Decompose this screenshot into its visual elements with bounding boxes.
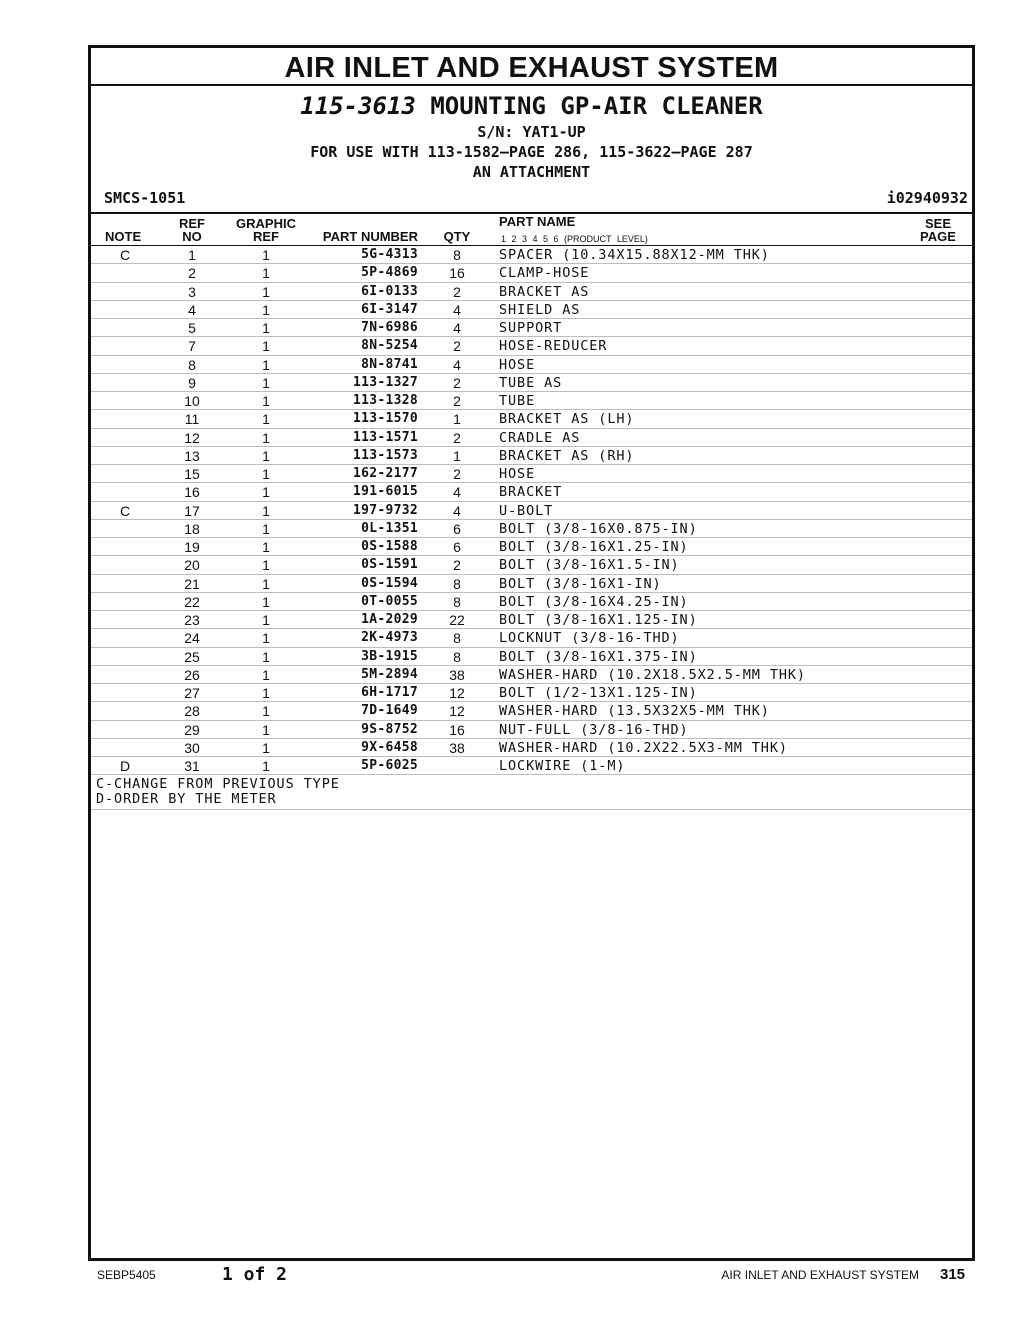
- row-part-number: 8N-8741: [361, 356, 418, 372]
- row-graphic-ref: 1: [262, 739, 270, 756]
- row-note: D: [119, 758, 131, 774]
- row-graphic-ref: 1: [262, 721, 270, 738]
- row-part-name: U-BOLT: [499, 502, 554, 519]
- row-part-name: TUBE: [499, 393, 536, 409]
- row-graphic-ref: 1: [262, 666, 270, 683]
- row-part-name: SPACER (10.34X15.88X12-MM THK): [499, 247, 770, 263]
- table-row: [91, 374, 972, 392]
- serial-range: S/N: YAT1-UP: [477, 123, 586, 141]
- row-qty: 12: [449, 685, 465, 701]
- row-part-name: WASHER-HARD (13.5X32X5-MM THK): [499, 703, 770, 720]
- row-qty: 4: [453, 484, 461, 501]
- row-part-number: 0S-1588: [361, 539, 418, 554]
- footer-page-of: 1 of 2: [222, 1264, 288, 1285]
- attachment-label: AN ATTACHMENT: [472, 163, 591, 181]
- table-row: [91, 429, 972, 447]
- row-ref-no: 20: [184, 557, 200, 574]
- row-part-number: 9S-8752: [361, 721, 418, 737]
- notes-block: [96, 777, 966, 807]
- row-ref-no: 13: [184, 447, 200, 464]
- row-graphic-ref: 1: [262, 338, 270, 355]
- row-part-number: 113-1570: [352, 411, 418, 427]
- row-graphic-ref: 1: [262, 648, 270, 665]
- col-header-graphic-ref: [231, 217, 301, 243]
- row-part-number: 5M-2894: [361, 666, 418, 682]
- table-row: [91, 337, 972, 355]
- for-use-with: FOR USE WITH 113-1582—PAGE 286, 115-3622—PAGE 287: [310, 143, 753, 161]
- row-graphic-ref: 1: [262, 758, 270, 774]
- table-row: [91, 538, 972, 556]
- row-qty: 6: [453, 520, 461, 537]
- col-header-ref-no-bottom: NO: [182, 229, 202, 244]
- table-row: [91, 575, 972, 593]
- col-header-qty: QTY: [443, 229, 471, 244]
- row-ref-no: 2: [188, 265, 196, 282]
- row-qty: 2: [453, 557, 461, 574]
- table-row: [91, 684, 972, 702]
- row-graphic-ref: 1: [262, 301, 270, 318]
- row-ref-no: 4: [188, 301, 196, 318]
- row-ref-no: 15: [184, 466, 200, 482]
- row-part-name: CLAMP-HOSE: [499, 265, 590, 282]
- row-graphic-ref: 1: [262, 265, 270, 282]
- row-qty: 4: [453, 301, 461, 318]
- row-graphic-ref: 1: [262, 557, 270, 574]
- row-ref-no: 9: [188, 374, 196, 391]
- row-graphic-ref: 1: [262, 447, 270, 464]
- row-part-number: 3B-1915: [361, 648, 418, 664]
- product-level-legend: 1 2 3 4 5 6 (PRODUCT LEVEL): [501, 234, 648, 244]
- row-part-number: 113-1573: [352, 447, 418, 463]
- row-qty: 8: [453, 247, 461, 263]
- row-ref-no: 16: [184, 484, 200, 501]
- row-part-number: 9X-6458: [361, 739, 418, 755]
- row-qty: 6: [453, 539, 461, 555]
- row-part-name: BOLT (3/8-16X4.25-IN): [499, 593, 689, 610]
- row-ref-no: 18: [184, 520, 200, 537]
- row-part-name: BRACKET AS: [499, 283, 590, 300]
- col-header-ref-no-top: REF: [179, 216, 205, 231]
- note-line: D-ORDER BY THE METER: [96, 791, 277, 808]
- row-qty: 4: [453, 320, 461, 336]
- row-ref-no: 22: [184, 593, 200, 610]
- table-row: [91, 757, 972, 775]
- row-graphic-ref: 1: [262, 283, 270, 300]
- row-part-name: HOSE: [499, 356, 536, 373]
- row-ref-no: 29: [184, 721, 200, 738]
- row-part-number: 162-2177: [352, 466, 418, 481]
- row-ref-no: 10: [184, 393, 200, 409]
- table-row: [91, 301, 972, 319]
- row-part-number: 6I-0133: [361, 283, 418, 299]
- row-graphic-ref: 1: [262, 356, 270, 373]
- table-row: [91, 593, 972, 611]
- table-row: [91, 447, 972, 465]
- row-part-number: 113-1571: [352, 429, 418, 445]
- footer-page-number: 315: [940, 1266, 966, 1283]
- row-part-number: 113-1328: [352, 393, 418, 408]
- row-part-name: BOLT (3/8-16X0.875-IN): [499, 520, 698, 537]
- row-ref-no: 5: [188, 320, 196, 336]
- row-note: C: [119, 247, 131, 263]
- table-row: [91, 246, 972, 264]
- row-part-number: 197-9732: [352, 502, 418, 518]
- row-ref-no: 23: [184, 612, 200, 628]
- row-qty: 1: [453, 447, 461, 464]
- row-ref-no: 19: [184, 539, 200, 555]
- table-row: [91, 283, 972, 301]
- row-graphic-ref: 1: [262, 630, 270, 647]
- row-graphic-ref: 1: [262, 484, 270, 501]
- table-row: [91, 483, 972, 501]
- row-part-number: 113-1327: [352, 374, 418, 390]
- col-header-graphic-top: GRAPHIC: [236, 216, 296, 231]
- group-number: 115-3613: [300, 92, 416, 120]
- row-ref-no: 1: [188, 247, 196, 263]
- table-row: [91, 648, 972, 666]
- row-ref-no: 3: [188, 283, 196, 300]
- row-qty: 22: [449, 612, 465, 628]
- col-header-see-top: SEE: [924, 216, 951, 231]
- note-line: C-CHANGE FROM PREVIOUS TYPE: [96, 776, 340, 793]
- row-graphic-ref: 1: [262, 612, 270, 628]
- row-qty: 38: [449, 666, 465, 683]
- row-part-name: SHIELD AS: [499, 301, 581, 318]
- group-heading: [91, 92, 972, 120]
- row-ref-no: 27: [184, 685, 200, 701]
- table-row: [91, 721, 972, 739]
- row-qty: 2: [453, 466, 461, 482]
- row-graphic-ref: 1: [262, 247, 270, 263]
- row-ref-no: 26: [184, 666, 200, 683]
- row-qty: 2: [453, 429, 461, 446]
- row-part-number: 191-6015: [352, 484, 418, 500]
- row-part-number: 0S-1591: [361, 557, 418, 573]
- table-row: [91, 666, 972, 684]
- row-ref-no: 24: [184, 630, 200, 647]
- row-part-name: HOSE: [499, 466, 536, 482]
- row-part-number: 8N-5254: [361, 338, 418, 354]
- row-part-number: 7D-1649: [361, 703, 418, 719]
- row-part-name: BRACKET AS (RH): [499, 447, 635, 464]
- row-qty: 2: [453, 338, 461, 355]
- table-row: [91, 356, 972, 374]
- illustration-id: i02940932: [886, 189, 968, 207]
- table-row: [91, 739, 972, 757]
- row-qty: 8: [453, 630, 461, 647]
- col-header-note: NOTE: [105, 229, 142, 244]
- row-graphic-ref: 1: [262, 320, 270, 336]
- row-part-name: LOCKWIRE (1-M): [499, 758, 626, 774]
- group-name: MOUNTING GP-AIR CLEANER: [430, 92, 763, 120]
- table-row: [91, 502, 972, 520]
- row-qty: 8: [453, 575, 461, 592]
- table-row: [91, 465, 972, 483]
- table-row: [91, 702, 972, 720]
- row-part-name: WASHER-HARD (10.2X18.5X2.5-MM THK): [499, 666, 806, 683]
- smcs-code: SMCS-1051: [104, 189, 186, 207]
- row-graphic-ref: 1: [262, 520, 270, 537]
- table-row: [91, 556, 972, 574]
- row-part-name: BOLT (3/8-16X1.25-IN): [499, 539, 689, 555]
- row-ref-no: 21: [184, 575, 200, 592]
- row-part-number: 2K-4973: [361, 630, 418, 646]
- row-part-name: BRACKET AS (LH): [499, 411, 635, 428]
- notes-divider: [91, 809, 972, 810]
- table-row: [91, 319, 972, 337]
- row-graphic-ref: 1: [262, 502, 270, 519]
- row-qty: 16: [449, 721, 465, 738]
- row-qty: 16: [449, 265, 465, 282]
- row-part-name: TUBE AS: [499, 374, 563, 391]
- row-qty: 1: [453, 411, 461, 428]
- row-qty: 38: [449, 739, 465, 756]
- table-row: [91, 264, 972, 282]
- row-qty: 8: [453, 593, 461, 610]
- table-row: [91, 392, 972, 410]
- table-row: [91, 410, 972, 428]
- table-row: [91, 520, 972, 538]
- row-part-name: NUT-FULL (3/8-16-THD): [499, 721, 689, 738]
- row-qty: 4: [453, 356, 461, 373]
- col-header-see-page: [916, 217, 960, 243]
- row-part-number: 6I-3147: [361, 301, 418, 317]
- row-qty: 2: [453, 283, 461, 300]
- row-qty: 2: [453, 374, 461, 391]
- col-header-see-bottom: PAGE: [920, 229, 956, 244]
- row-graphic-ref: 1: [262, 411, 270, 428]
- row-part-name: BOLT (3/8-16X1.375-IN): [499, 648, 698, 665]
- row-part-number: 0L-1351: [361, 520, 418, 536]
- row-part-number: 5P-4869: [361, 265, 418, 281]
- row-graphic-ref: 1: [262, 374, 270, 391]
- row-part-number: 6H-1717: [361, 685, 418, 700]
- row-part-number: 0S-1594: [361, 575, 418, 591]
- section-title: AIR INLET AND EXHAUST SYSTEM: [91, 48, 972, 86]
- row-part-number: 5P-6025: [361, 758, 418, 773]
- col-header-ref-no: [174, 217, 210, 243]
- row-part-number: 1A-2029: [361, 612, 418, 627]
- col-header-part-name: PART NAME: [499, 214, 576, 229]
- table-row: [91, 611, 972, 629]
- row-ref-no: 28: [184, 703, 200, 720]
- row-qty: 2: [453, 393, 461, 409]
- footer-section-title: AIR INLET AND EXHAUST SYSTEM: [721, 1268, 919, 1282]
- row-qty: 12: [449, 703, 465, 720]
- parts-table: [91, 246, 972, 775]
- row-graphic-ref: 1: [262, 593, 270, 610]
- row-part-number: 0T-0055: [361, 593, 418, 609]
- row-part-name: BOLT (3/8-16X1-IN): [499, 575, 662, 592]
- row-part-name: BOLT (3/8-16X1.125-IN): [499, 612, 698, 628]
- row-note: C: [119, 502, 131, 519]
- row-graphic-ref: 1: [262, 539, 270, 555]
- row-part-name: BRACKET: [499, 484, 563, 501]
- row-qty: 4: [453, 502, 461, 519]
- row-ref-no: 17: [184, 502, 200, 519]
- row-graphic-ref: 1: [262, 703, 270, 720]
- row-graphic-ref: 1: [262, 575, 270, 592]
- footer-doc-id: SEBP5405: [97, 1268, 156, 1282]
- row-graphic-ref: 1: [262, 466, 270, 482]
- row-ref-no: 12: [184, 429, 200, 446]
- row-part-name: BOLT (1/2-13X1.125-IN): [499, 685, 698, 701]
- col-header-graphic-bottom: REF: [253, 229, 279, 244]
- row-ref-no: 31: [184, 758, 200, 774]
- col-header-part-number: PART NUMBER: [322, 229, 418, 244]
- row-part-name: HOSE-REDUCER: [499, 338, 608, 355]
- row-qty: 8: [453, 648, 461, 665]
- row-graphic-ref: 1: [262, 429, 270, 446]
- row-part-number: 5G-4313: [361, 247, 418, 262]
- parts-page-frame: [88, 45, 975, 1261]
- table-row: [91, 629, 972, 647]
- row-ref-no: 25: [184, 648, 200, 665]
- row-part-name: SUPPORT: [499, 320, 563, 336]
- row-ref-no: 8: [188, 356, 196, 373]
- row-part-name: BOLT (3/8-16X1.5-IN): [499, 557, 680, 574]
- row-part-number: 7N-6986: [361, 320, 418, 335]
- row-part-name: CRADLE AS: [499, 429, 581, 446]
- row-graphic-ref: 1: [262, 685, 270, 701]
- row-part-name: LOCKNUT (3/8-16-THD): [499, 630, 680, 647]
- row-part-name: WASHER-HARD (10.2X22.5X3-MM THK): [499, 739, 788, 756]
- row-ref-no: 7: [188, 338, 196, 355]
- row-ref-no: 30: [184, 739, 200, 756]
- row-graphic-ref: 1: [262, 393, 270, 409]
- row-ref-no: 11: [184, 411, 200, 428]
